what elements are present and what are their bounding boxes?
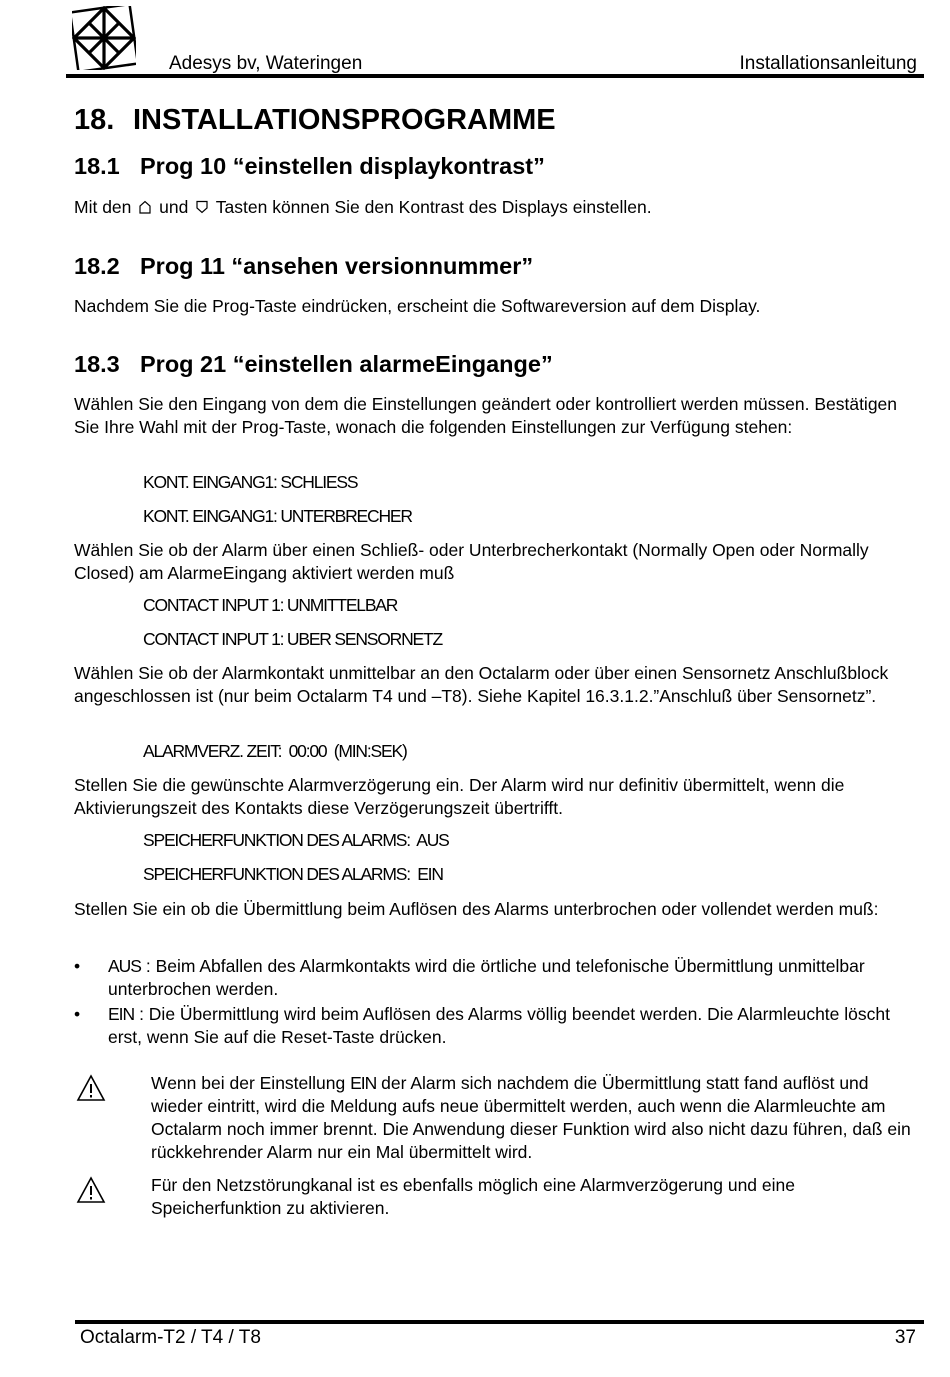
list-item (74, 955, 920, 1001)
text-fragment: Tasten können Sie den Kontrast des Displays einstellen. (215, 197, 652, 217)
section-number: 18.1 (74, 153, 120, 179)
section-heading-18-3 (74, 349, 553, 379)
adesys-logo-icon (72, 6, 136, 70)
header-rule (66, 74, 924, 78)
section-18-3-intro: Wählen Sie den Eingang von dem die Einstellungen geändert oder kontrolliert werden müssen. Bestätigen Sie Ihre Wahl mit der Prog-Taste, wonach die folgenden Einstellungen zur Verfügung stehen: (74, 394, 898, 437)
warning-triangle-icon (76, 1176, 106, 1204)
footer-product: Octalarm-T2 / T4 / T8 (80, 1327, 261, 1348)
header-company: Adesys bv, Wateringen (169, 53, 363, 74)
sensor-paragraph: Wählen Sie ob der Alarmkontakt unmittelbar an den Octalarm oder über einen Sensornetz Anschlußblock angeschlossen ist (nur beim Octalarm T4 und –T8). Siehe Kapitel 16.3.1.2.”Anschluß über Sensornetz”. (74, 663, 889, 706)
delay-paragraph: Stellen Sie die gewünschte Alarmverzögerung ein. Der Alarm wird nur definitiv übermittelt, wenn die Aktivierungszeit des Kontakts diese Verzögerungszeit übertrifft. (74, 775, 845, 818)
page-number: 37 (894, 1327, 916, 1348)
text-fragment: der Alarm sich nachdem die Übermittlung statt fand auflöst und wieder eintritt, wird die Meldung aufs neue übermittelt werden, auch wenn die Alarmleuchte am Octalarm noch immer brennt. Die Anwendung dieser Funktion wird also nicht dazu führen, daß ein rückkehrender Alarm nur ein Mal übermittelt wird. (151, 1073, 911, 1162)
display-line-memory-off: SPEICHERFUNKTION DES ALARMS: AUS (143, 830, 449, 850)
bullet-text (108, 1003, 920, 1049)
bullet-body: : Die Übermittlung wird beim Auflösen des Alarms völlig beendet werden. Die Alarmleuchte löscht erst, wenn Sie auf die Reset-Taste drücken. (108, 1004, 890, 1047)
display-line-contact-nc: KONT. EINGANG1: UNTERBRECHER (143, 506, 412, 526)
text-fragment: Mit den (74, 197, 132, 217)
section-heading-18-1 (74, 151, 545, 181)
up-arrow-key-icon (138, 200, 152, 214)
display-line-memory-on: SPEICHERFUNKTION DES ALARMS: EIN (143, 864, 443, 884)
setting-keyword: EIN (350, 1073, 377, 1093)
chapter-number: 18. (74, 104, 115, 136)
bullet-lead: AUS (108, 956, 141, 976)
warning-triangle-icon (76, 1074, 106, 1102)
contact-type-paragraph: Wählen Sie ob der Alarm über einen Schließ- oder Unterbrecherkontakt (Normally Open oder Normally Closed) am AlarmeEingang aktiviert werden muß (74, 540, 869, 583)
section-heading-18-2 (74, 251, 533, 281)
warning-note-power: Für den Netzstörungkanal ist es ebenfalls möglich eine Alarmverzögerung und eine Speicherfunktion zu aktivieren. (151, 1175, 795, 1218)
bullet-dot: • (74, 956, 81, 976)
bullet-body: : Beim Abfallen des Alarmkontakts wird die örtliche und telefonische Übermittlung unmittelbar unterbrochen werden. (108, 956, 865, 999)
text-fragment: Wenn bei der Einstellung (151, 1073, 346, 1093)
section-title: Prog 11 “ansehen versionnummer” (140, 253, 534, 279)
chapter-title: INSTALLATIONSPROGRAMME (133, 104, 556, 136)
text-fragment: und (159, 197, 189, 217)
display-line-input-direct: CONTACT INPUT 1: UNMITTELBAR (143, 595, 398, 615)
down-arrow-key-icon (195, 200, 209, 214)
bullet-text (108, 955, 920, 1001)
chapter-heading (74, 102, 556, 138)
display-line-contact-no: KONT. EINGANG1: SCHLIESS (143, 472, 358, 492)
bullet-lead: EIN (108, 1004, 135, 1024)
header-doc-type: Installationsanleitung (739, 53, 917, 74)
section-number: 18.2 (74, 253, 120, 279)
bullet-dot: • (74, 1004, 81, 1024)
warning-note-memory (151, 1072, 921, 1164)
section-18-1-text (74, 196, 920, 219)
section-title: Prog 10 “einstellen displaykontrast” (140, 153, 545, 179)
section-title: Prog 21 “einstellen alarmeEingange” (140, 351, 553, 377)
list-item (74, 1003, 920, 1049)
display-line-alarm-delay: ALARMVERZ. ZEIT: 00:00 (MIN:SEK) (143, 741, 407, 761)
section-18-2-text: Nachdem Sie die Prog-Taste eindrücken, erscheint die Softwareversion auf dem Display. (74, 296, 761, 316)
memory-paragraph: Stellen Sie ein ob die Übermittlung beim Auflösen des Alarms unterbrochen oder vollendet werden muß: (74, 899, 879, 919)
display-line-input-sensornet: CONTACT INPUT 1: UBER SENSORNETZ (143, 629, 443, 649)
section-number: 18.3 (74, 351, 120, 377)
footer-rule (75, 1320, 924, 1324)
